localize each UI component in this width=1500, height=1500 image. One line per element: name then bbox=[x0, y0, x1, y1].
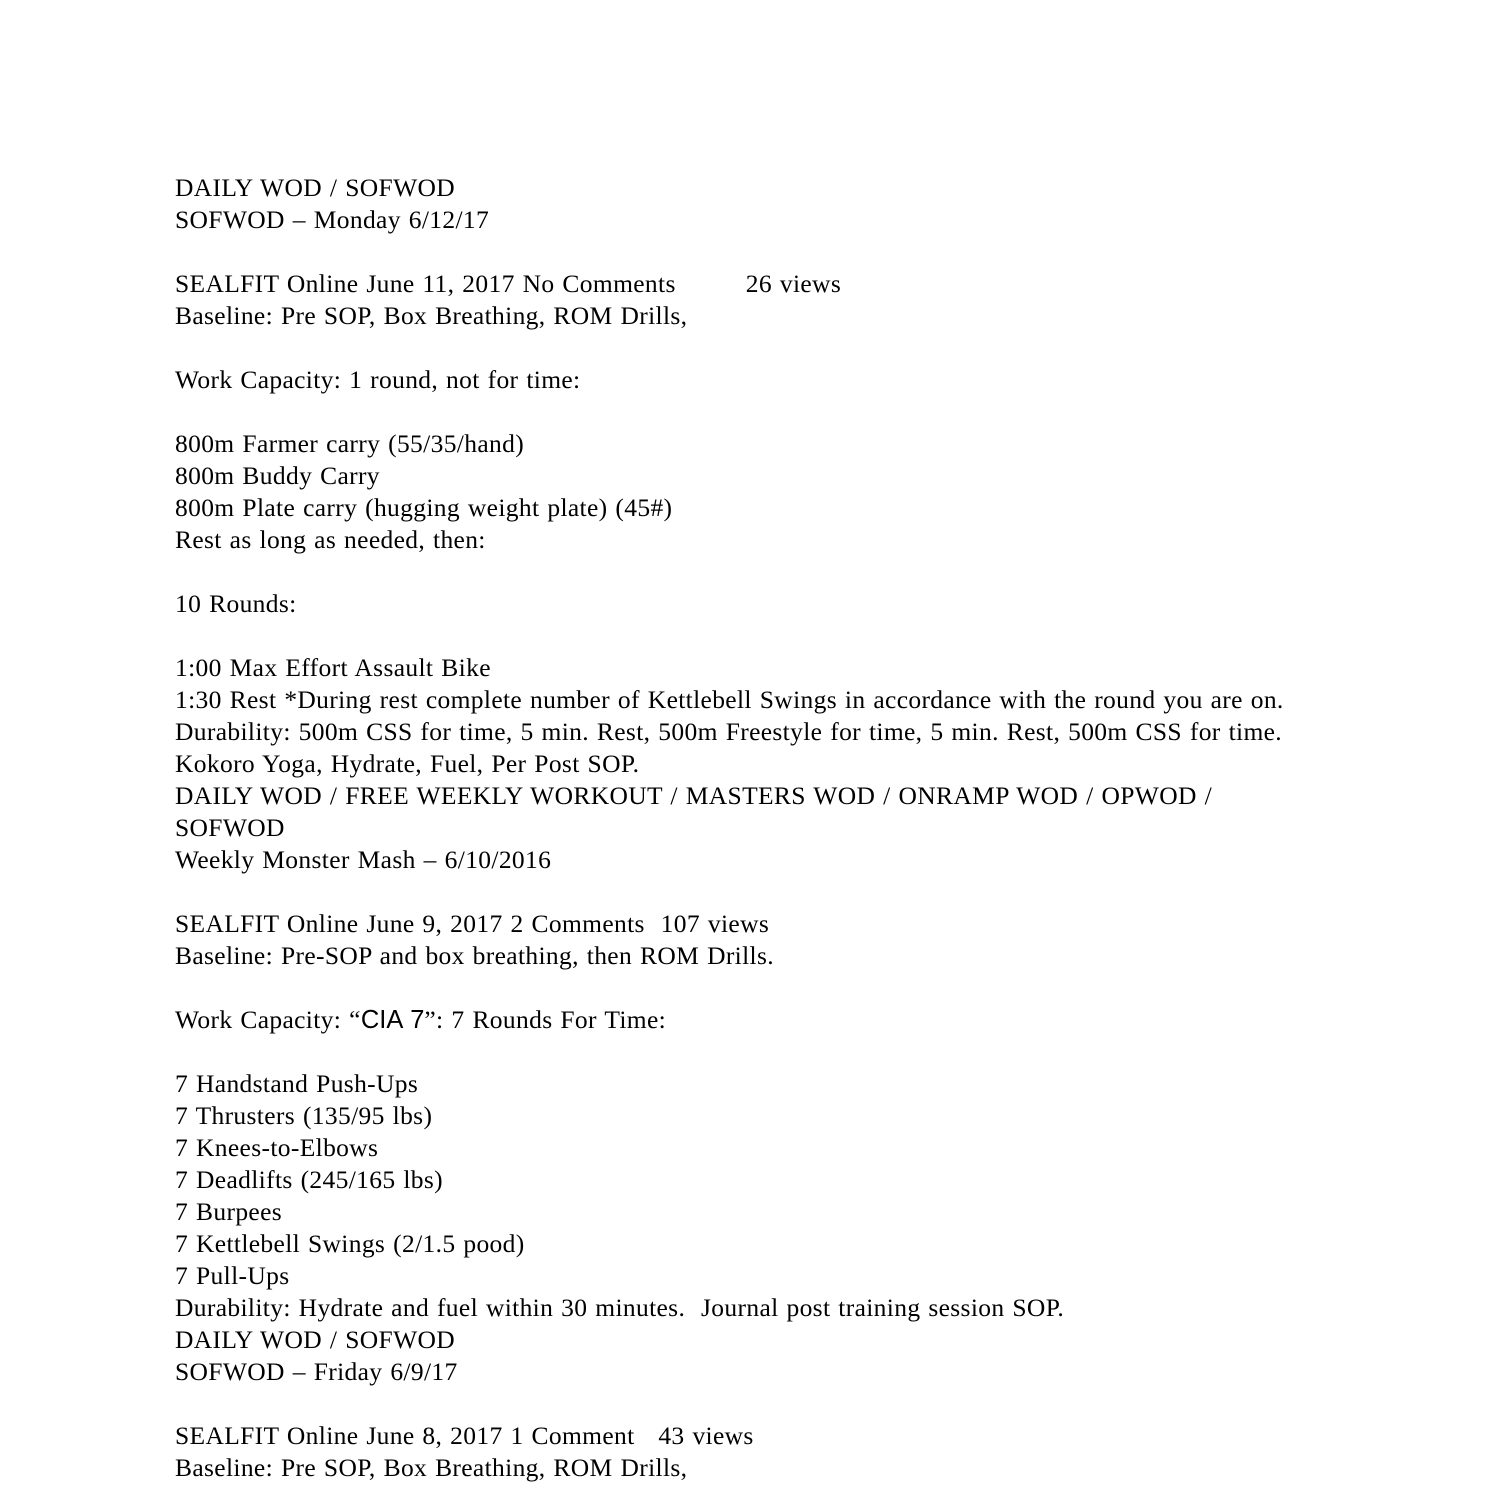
document-body bbox=[175, 172, 1320, 1484]
document-line: 800m Plate carry (hugging weight plate) (45#) bbox=[175, 493, 673, 522]
document-spacer bbox=[175, 332, 1320, 364]
document-spacer bbox=[175, 876, 1320, 908]
document-line: 10 Rounds: bbox=[175, 589, 297, 618]
document-line: DAILY WOD / SOFWOD bbox=[175, 1325, 456, 1354]
document-line: Weekly Monster Mash – 6/10/2016 bbox=[175, 845, 552, 874]
document-spacer bbox=[175, 1388, 1320, 1420]
document-line: 1:00 Max Effort Assault Bike bbox=[175, 653, 491, 682]
document-line: 7 Pull-Ups bbox=[175, 1261, 290, 1290]
document-line: Baseline: Pre-SOP and box breathing, then ROM Drills. bbox=[175, 941, 774, 970]
workout-title-line bbox=[175, 1004, 1320, 1036]
document-line: 7 Knees-to-Elbows bbox=[175, 1133, 379, 1162]
document-spacer bbox=[175, 972, 1320, 1004]
document-line: Baseline: Pre SOP, Box Breathing, ROM Drills, bbox=[175, 1453, 688, 1482]
workout-title-emphasis: CIA 7 bbox=[360, 1006, 425, 1034]
document-line: Durability: Hydrate and fuel within 30 minutes. Journal post training session SOP. bbox=[175, 1293, 1065, 1322]
document-line: DAILY WOD / FREE WEEKLY WORKOUT / MASTERS WOD / ONRAMP WOD / OPWOD / SOFWOD bbox=[175, 781, 1221, 842]
document-spacer bbox=[175, 396, 1320, 428]
workout-title-suffix: ”: 7 Rounds For Time: bbox=[424, 1005, 667, 1034]
document-line: Work Capacity: 1 round, not for time: bbox=[175, 365, 581, 394]
document-line: 7 Deadlifts (245/165 lbs) bbox=[175, 1165, 444, 1194]
post-meta-line: SEALFIT Online June 9, 2017 2 Comments 107 views bbox=[175, 909, 770, 938]
document-line: 7 Thrusters (135/95 lbs) bbox=[175, 1101, 433, 1130]
document-line: Durability: 500m CSS for time, 5 min. Rest, 500m Freestyle for time, 5 min. Rest, 500m CSS for time. Kokoro Yoga, Hydrate, Fuel, Per Post SOP. bbox=[175, 717, 1290, 778]
post-meta-line bbox=[175, 268, 1320, 300]
document-spacer bbox=[175, 1036, 1320, 1068]
document-line: 7 Kettlebell Swings (2/1.5 pood) bbox=[175, 1229, 525, 1258]
document-spacer bbox=[175, 620, 1320, 652]
document-spacer bbox=[175, 556, 1320, 588]
document-line: 800m Farmer carry (55/35/hand) bbox=[175, 429, 525, 458]
post-meta-line: SEALFIT Online June 8, 2017 1 Comment 43 views bbox=[175, 1421, 754, 1450]
document-line: SOFWOD – Monday 6/12/17 bbox=[175, 205, 490, 234]
document-line: 7 Burpees bbox=[175, 1197, 283, 1226]
document-line: 800m Buddy Carry bbox=[175, 461, 380, 490]
document-line: Rest as long as needed, then: bbox=[175, 525, 486, 554]
document-line: 7 Handstand Push-Ups bbox=[175, 1069, 419, 1098]
document-line: DAILY WOD / SOFWOD bbox=[175, 173, 456, 202]
workout-title-prefix: Work Capacity: “ bbox=[175, 1005, 361, 1034]
document-line: Baseline: Pre SOP, Box Breathing, ROM Drills, bbox=[175, 301, 688, 330]
document-line: SOFWOD – Friday 6/9/17 bbox=[175, 1357, 458, 1386]
post-view-count: 26 views bbox=[745, 269, 842, 298]
document-line: 1:30 Rest *During rest complete number of Kettlebell Swings in accordance with the round you are on. bbox=[175, 685, 1284, 714]
post-meta-text: SEALFIT Online June 11, 2017 No Comments bbox=[175, 269, 676, 298]
document-spacer bbox=[175, 236, 1320, 268]
